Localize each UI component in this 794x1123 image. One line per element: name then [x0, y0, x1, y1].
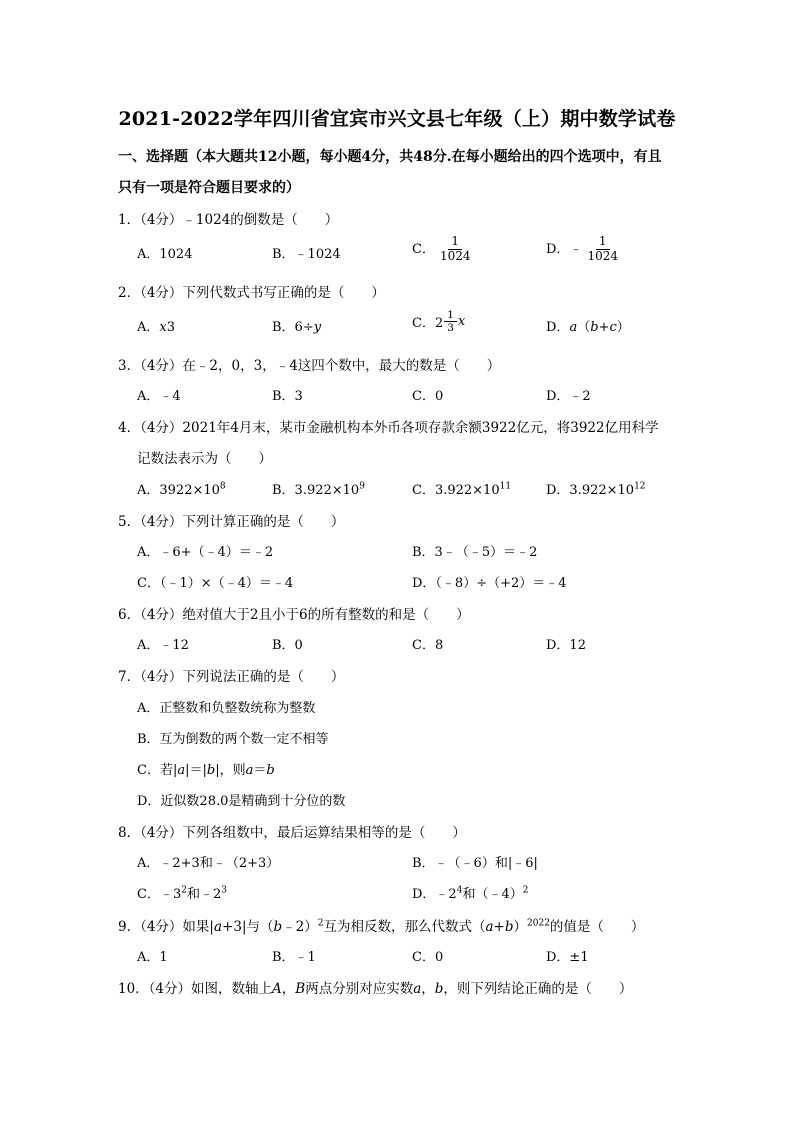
- text: 和﹣2: [186, 887, 222, 902]
- q4-option-a-text: A．3922×10: [137, 483, 220, 498]
- operator: +: [598, 320, 610, 335]
- q5-option-c: C．（﹣1）×（﹣4）＝﹣4: [137, 576, 294, 591]
- q8-option-b: B．﹣（﹣6）和|﹣6|: [412, 856, 538, 871]
- fraction-numerator: 1: [596, 235, 610, 250]
- q4-option-d-text: D．3.922×10: [546, 483, 635, 498]
- q4-option-b-text: B．3.922×10: [272, 483, 360, 498]
- exponent: 11: [499, 481, 512, 492]
- paren: （: [577, 320, 591, 335]
- operator: ＝: [253, 763, 267, 778]
- q1-option-c-label: C．: [412, 241, 435, 257]
- question-2-stem: 2．（4分）下列代数式书写正确的是（ ）: [118, 285, 385, 301]
- question-9-stem: [118, 915, 644, 935]
- exponent: 2022: [527, 918, 550, 929]
- question-8-stem: 8．（4分）下列各组数中，最后运算结果相等的是（ ）: [118, 825, 466, 841]
- text: 3: [166, 320, 176, 335]
- q7-option-c: [137, 759, 275, 778]
- text: C．﹣3: [137, 887, 182, 902]
- q4-option-c: [412, 479, 511, 498]
- q6-option-d: D．12: [546, 638, 586, 653]
- text: 互为相反数，那么代数式（: [323, 919, 486, 935]
- variable: a: [485, 919, 494, 935]
- question-1-stem: 1．（4分）﹣1024的倒数是（ ）: [118, 212, 339, 228]
- q9-option-a: A．1: [137, 950, 168, 965]
- exponent: 2: [317, 918, 324, 929]
- variable: a: [413, 981, 422, 997]
- variable: b: [434, 981, 444, 997]
- q5-option-d: D．（﹣8）÷（+2）＝﹣4: [412, 576, 567, 591]
- q3-option-b: B．3: [272, 389, 303, 404]
- text: |，则: [215, 763, 246, 778]
- page-title: 2021-2022学年四川省宜宾市兴文县七年级（上）期中数学试卷: [118, 108, 676, 130]
- point-label: B: [295, 981, 306, 997]
- q2-option-c: [412, 309, 465, 334]
- q8-option-a: A．﹣2+3和﹣（2+3）: [137, 856, 280, 871]
- question-10-stem: [118, 977, 632, 997]
- fraction-denominator: 3: [447, 322, 454, 335]
- q8-option-d: [412, 883, 528, 902]
- variable: a: [213, 919, 223, 935]
- fraction: [444, 309, 457, 334]
- operator: +: [493, 919, 505, 935]
- exponent: 9: [359, 481, 365, 492]
- section-heading-line1: 一、选择题（本大题共12小题，每小题4分，共48分.在每小题给出的四个选项中，有且: [118, 149, 662, 165]
- text: 的值是（ ）: [549, 919, 645, 935]
- variable: b: [504, 919, 514, 935]
- q9-option-b: B．﹣1: [272, 950, 316, 965]
- q4-option-b: [272, 479, 365, 498]
- q3-option-a: A．﹣4: [137, 389, 181, 404]
- q1-option-d-label: D．﹣: [546, 241, 583, 257]
- fraction-denominator: 1024: [439, 248, 471, 263]
- question-3-stem: 3．（4分）在﹣2，0，3，﹣4这四个数中，最大的数是（ ）: [118, 358, 501, 374]
- text: ﹣2）: [282, 919, 318, 935]
- variable: x: [159, 320, 167, 335]
- text: ，则下列结论正确的是（ ）: [443, 981, 633, 997]
- q7-option-b: B．互为倒数的两个数一定不相等: [137, 732, 329, 747]
- text: |＝|: [185, 763, 207, 778]
- variable: x: [457, 314, 466, 330]
- text: ）: [513, 919, 528, 935]
- exponent: 12: [634, 481, 646, 492]
- question-6-stem: 6．（4分）绝对值大于2且小于6的所有整数的和是（ ）: [118, 607, 470, 623]
- exponent: 2: [181, 885, 187, 896]
- variable: a: [177, 763, 186, 778]
- q6-option-b: B．0: [272, 638, 303, 653]
- exponent: 8: [219, 481, 226, 492]
- variable: c: [609, 320, 617, 335]
- text: ，: [281, 981, 296, 997]
- variable: b: [590, 320, 599, 335]
- q6-option-a: A．﹣12: [137, 638, 189, 653]
- q1-option-a: A．1024: [137, 247, 193, 262]
- text: 9．（4分）如果|: [118, 919, 214, 935]
- q1-option-c: [412, 235, 476, 264]
- q2-option-b: [272, 316, 321, 335]
- question-4-stem-line2: 记数法表示为（ ）: [137, 451, 272, 467]
- q7-option-d: D．近似数28.0是精确到十分位的数: [137, 794, 346, 809]
- exponent: 2: [522, 885, 529, 896]
- q1-option-d-fraction: [584, 235, 621, 264]
- fraction-denominator: 1024: [587, 248, 618, 263]
- section-heading-line2: 只有一项是符合题目要求的）: [118, 180, 300, 196]
- q4-option-a: [137, 479, 226, 498]
- text: 两点分别对应实数: [305, 981, 414, 997]
- variable: a: [569, 320, 578, 335]
- q3-option-d: D．﹣2: [546, 389, 591, 404]
- paren: ）: [616, 320, 630, 335]
- fraction-numerator: 1: [444, 309, 457, 322]
- text: +3|与（: [222, 919, 274, 935]
- variable: b: [273, 919, 283, 935]
- q1-option-d: [546, 235, 623, 264]
- question-5-stem: 5．（4分）下列计算正确的是（ ）: [118, 514, 345, 530]
- fraction-numerator: 1: [448, 235, 462, 250]
- text: 10．（4分）如图，数轴上: [118, 981, 273, 997]
- q9-option-d: D．±1: [546, 950, 589, 965]
- q2-option-c-label: C．2: [412, 316, 444, 332]
- q5-option-a: A．﹣6+（﹣4）＝﹣2: [137, 545, 274, 560]
- q1-option-b: B．﹣1024: [272, 247, 341, 262]
- q7-option-a: A．正整数和负整数统称为整数: [137, 701, 316, 716]
- text: ，: [421, 981, 435, 997]
- variable: a: [245, 763, 254, 778]
- q2-option-d-label: D．: [546, 320, 570, 335]
- exponent: 4: [456, 885, 463, 896]
- q4-option-d: [546, 479, 646, 498]
- q9-option-c: C．0: [412, 950, 444, 965]
- question-7-stem: 7．（4分）下列说法正确的是（ ）: [118, 669, 345, 685]
- q2-option-a-label: A．: [137, 320, 160, 335]
- point-label: A: [272, 981, 282, 997]
- q6-option-c: C．8: [412, 638, 444, 653]
- q1-option-c-fraction: [437, 235, 474, 264]
- q2-option-a: [137, 316, 175, 335]
- q3-option-c: C．0: [412, 389, 444, 404]
- q8-option-c: [137, 883, 227, 902]
- q2-option-b-label: B．6÷: [272, 320, 314, 335]
- q4-option-c-text: C．3.922×10: [412, 483, 500, 498]
- variable: y: [313, 320, 322, 335]
- exponent: 3: [221, 885, 227, 896]
- q2-option-d: [546, 316, 630, 335]
- q5-option-b: B．3﹣（﹣5）＝﹣2: [412, 545, 538, 560]
- mixed-number: [412, 309, 465, 334]
- q7-option-c-label: C．若|: [137, 763, 178, 778]
- variable: b: [266, 763, 275, 778]
- text: 和（﹣4）: [462, 887, 523, 902]
- question-4-stem-line1: 4．（4分）2021年4月末，某市金融机构本外币各项存款余额3922亿元，将3922亿用科学: [118, 420, 659, 436]
- variable: b: [206, 763, 216, 778]
- text: D．﹣2: [412, 887, 457, 902]
